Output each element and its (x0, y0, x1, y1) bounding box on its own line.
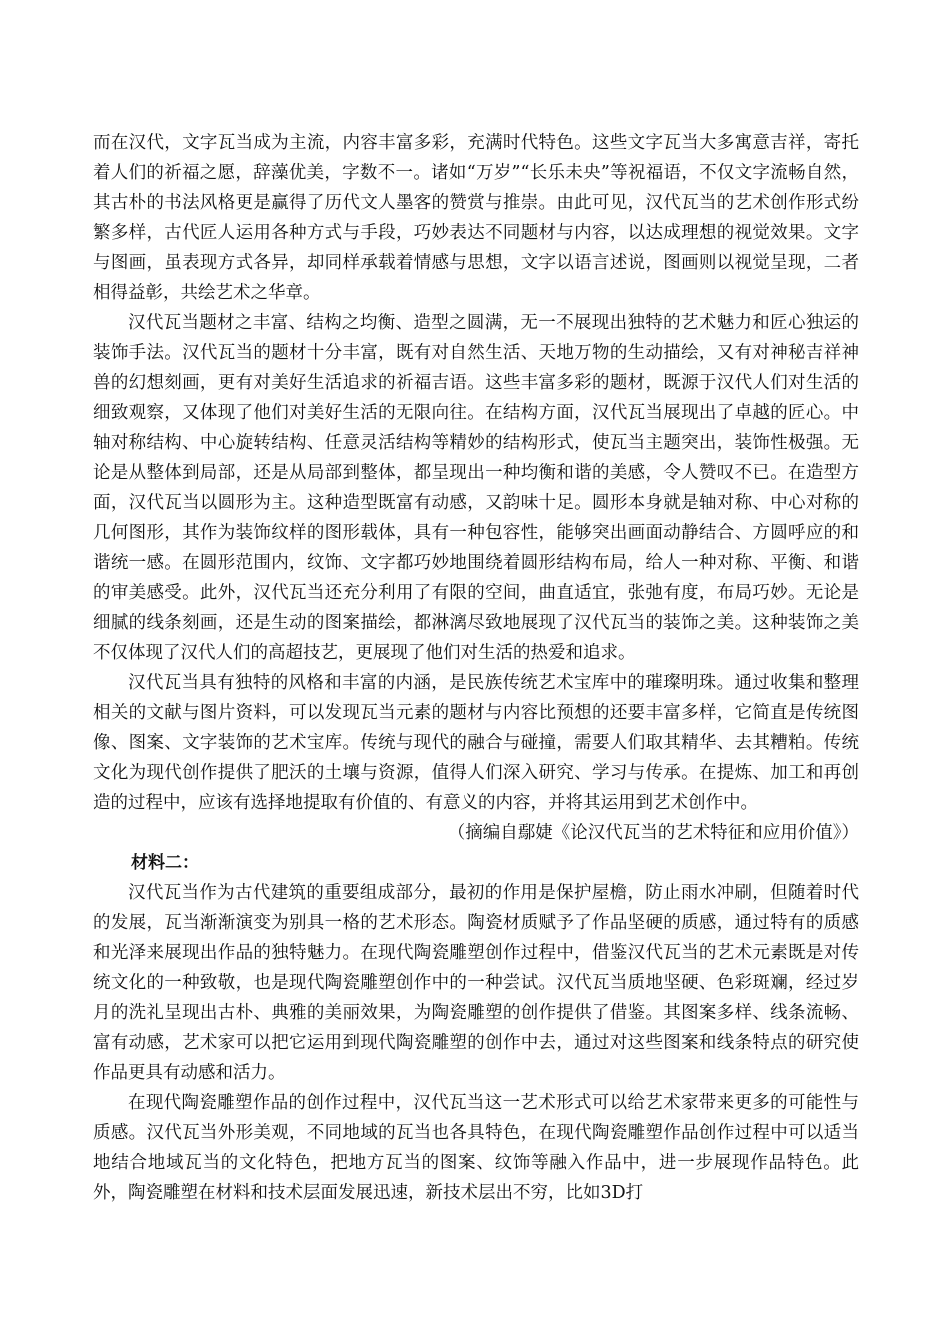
paragraph-1: 而在汉代，文字瓦当成为主流，内容丰富多彩，充满时代特色。这些文字瓦当大多寓意吉祥，寄托着人们的祈福之愿，辞藻优美，字数不一。诸如“万岁”“长乐未央”等祝福语，不仅文字流畅自然，其古朴的书法风格更是赢得了历代文人墨客的赞赏与推崇。由此可见，汉代瓦当的艺术创作形式纷繁多样，古代匠人运用各种方式与手段，巧妙表达不同题材与内容，以达成理想的视觉效果。文字与图画，虽表现方式各异，却同样承载着情感与思想，文字以语言述说，图画则以视觉呈现，二者相得益彰，共绘艺术之华章。 (93, 133, 859, 303)
paragraph-5: 在现代陶瓷雕塑作品的创作过程中，汉代瓦当这一艺术形式可以给艺术家带来更多的可能性与质感。汉代瓦当外形美观，不同地域的瓦当也各具特色，在现代陶瓷雕塑作品创作过程中可以适当地结合地域瓦当的文化特色，把地方瓦当的图案、纹饰等融入作品中，进一步展现作品特色。此外，陶瓷雕塑在材料和技术层面发展迅速，新技术层出不穷，比如3D打 (93, 1093, 859, 1203)
paragraph-3: 汉代瓦当具有独特的风格和丰富的内涵，是民族传统艺术宝库中的璀璨明珠。通过收集和整理相关的文献与图片资料，可以发现瓦当元素的题材与内容比预想的还要丰富多样，它简直是传统图像、图案、文字装饰的艺术宝库。传统与现代的融合与碰撞，需要人们取其精华、去其糟粕。传统文化为现代创作提供了肥沃的土壤与资源，值得人们深入研究、学习与传承。在提炼、加工和再创造的过程中，应该有选择地提取有价值的、有意义的内容，并将其运用到艺术创作中。 (93, 673, 859, 813)
section-heading-material-2: 材料二： (131, 853, 199, 873)
document-page (93, 128, 859, 1208)
source-citation: （摘编自鄢婕《论汉代瓦当的艺术特征和应用价值》） (447, 823, 859, 843)
paragraph-2: 汉代瓦当题材之丰富、结构之均衡、造型之圆满，无一不展现出独特的艺术魅力和匠心独运的装饰手法。汉代瓦当的题材十分丰富，既有对自然生活、天地万物的生动描绘，又有对神秘吉祥神兽的幻想刻画，更有对美好生活追求的祈福吉语。这些丰富多彩的题材，既源于汉代人们对生活的细致观察，又体现了他们对美好生活的无限向往。在结构方面，汉代瓦当展现出了卓越的匠心。中轴对称结构、中心旋转结构、任意灵活结构等精妙的结构形式，使瓦当主题突出，装饰性极强。无论是从整体到局部，还是从局部到整体，都呈现出一种均衡和谐的美感，令人赞叹不已。在造型方面，汉代瓦当以圆形为主。这种造型既富有动感，又韵味十足。圆形本身就是轴对称、中心对称的几何图形，其作为装饰纹样的图形载体，具有一种包容性，能够突出画面动静结合、方圆呼应的和谐统一感。在圆形范围内，纹饰、文字都巧妙地围绕着圆形结构布局，给人一种对称、平衡、和谐的审美感受。此外，汉代瓦当还充分利用了有限的空间，曲直适宜，张弛有度，布局巧妙。无论是细腻的线条刻画，还是生动的图案描绘，都淋漓尽致地展现了汉代瓦当的装饰之美。这种装饰之美不仅体现了汉代人们的高超技艺，更展现了他们对生活的热爱和追求。 (93, 313, 859, 663)
paragraph-4: 汉代瓦当作为古代建筑的重要组成部分，最初的作用是保护屋檐，防止雨水冲刷，但随着时代的发展，瓦当渐渐演变为别具一格的艺术形态。陶瓷材质赋予了作品坚硬的质感，通过特有的质感和光泽来展现出作品的独特魅力。在现代陶瓷雕塑创作过程中，借鉴汉代瓦当的艺术元素既是对传统文化的一种致敬，也是现代陶瓷雕塑创作中的一种尝试。汉代瓦当质地坚硬、色彩斑斓，经过岁月的洗礼呈现出古朴、典雅的美丽效果，为陶瓷雕塑的创作提供了借鉴。其图案多样、线条流畅、富有动感，艺术家可以把它运用到现代陶瓷雕塑的创作中去，通过对这些图案和线条特点的研究使作品更具有动感和活力。 (93, 883, 859, 1083)
